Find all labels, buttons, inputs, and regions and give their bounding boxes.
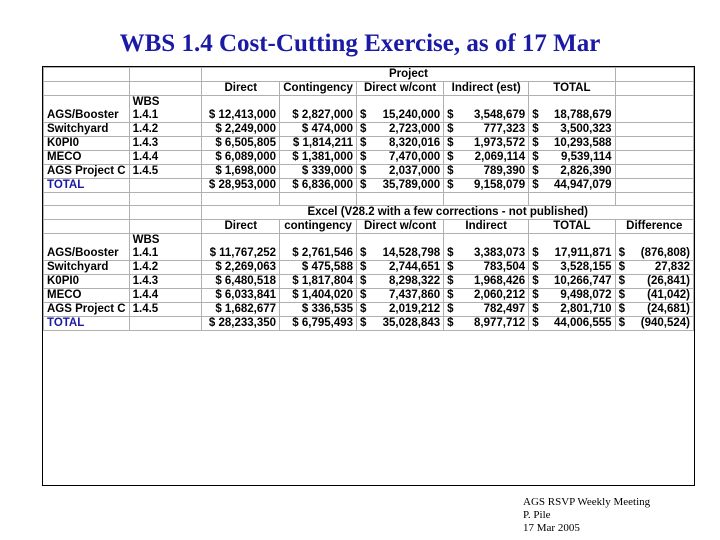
cell-value: 2,037,000 — [389, 165, 441, 177]
empty-cell — [129, 82, 202, 96]
currency-sign: $ — [360, 123, 367, 135]
total-cell — [529, 275, 615, 289]
empty-cell — [615, 151, 693, 165]
empty-cell — [129, 220, 202, 234]
data-row — [44, 137, 694, 151]
direct_cont-cell — [357, 165, 444, 179]
total-direct_cont — [357, 317, 444, 331]
empty-cell — [129, 68, 202, 82]
currency-sign: $ — [360, 179, 367, 191]
cell-value: 783,504 — [483, 261, 526, 273]
contingency-cell: $ 1,814,211 — [280, 137, 357, 151]
empty-cell — [357, 193, 444, 206]
cell-value: 35,789,000 — [382, 179, 441, 191]
currency-sign: $ — [447, 151, 454, 163]
currency-sign: $ — [618, 247, 625, 259]
indirect-cell — [444, 123, 529, 137]
difference-cell — [615, 261, 693, 275]
cell-value: 8,320,016 — [389, 137, 441, 149]
empty-cell — [44, 206, 130, 220]
cell-value: 1,968,426 — [474, 275, 526, 287]
direct_cont-cell — [357, 275, 444, 289]
excel-column-header-row — [44, 220, 694, 234]
direct_cont-cell — [357, 234, 444, 261]
direct-cell: $ 11,767,252 — [202, 234, 280, 261]
currency-sign: $ — [360, 137, 367, 149]
difference-cell — [615, 303, 693, 317]
project-group-header: Project — [202, 68, 615, 82]
wbs-code: 1.4.5 — [132, 165, 159, 177]
direct_cont-cell — [357, 96, 444, 123]
row-name: AGS Project C — [44, 165, 130, 179]
cell-value: 18,788,679 — [554, 109, 612, 121]
empty-cell — [615, 82, 693, 96]
contingency-cell: $ 1,817,804 — [280, 275, 357, 289]
row-name: AGS/Booster — [44, 96, 130, 123]
empty-cell — [615, 96, 693, 123]
currency-sign: $ — [447, 247, 454, 259]
data-row — [44, 151, 694, 165]
cell-value: 3,500,323 — [560, 123, 612, 135]
row-name: MECO — [44, 151, 130, 165]
direct-cell: $ 6,505,805 — [202, 137, 280, 151]
cell-value: 7,470,000 — [389, 151, 441, 163]
cell-value: 782,497 — [483, 303, 526, 315]
wbs-cell — [129, 275, 202, 289]
currency-sign: $ — [360, 151, 367, 163]
currency-sign: $ — [447, 165, 454, 177]
contingency-cell: $ 2,827,000 — [280, 96, 357, 123]
total-cell — [529, 151, 615, 165]
currency-sign: $ — [532, 123, 539, 135]
cost-table — [43, 67, 694, 331]
currency-sign: $ — [360, 165, 367, 177]
wbs-code: 1.4.3 — [132, 137, 159, 149]
project-group-header-row — [44, 68, 694, 82]
currency-sign: $ — [360, 109, 367, 121]
cell-value: 35,028,843 — [382, 317, 441, 329]
empty-cell — [615, 137, 693, 151]
data-row — [44, 123, 694, 137]
currency-sign: $ — [532, 247, 539, 259]
wbs-header: WBS — [132, 234, 160, 246]
currency-sign: $ — [447, 179, 454, 191]
direct-cell: $ 2,269,063 — [202, 261, 280, 275]
total-cell — [529, 234, 615, 261]
empty-cell — [444, 193, 529, 206]
indirect-cell — [444, 151, 529, 165]
cell-value: 789,390 — [483, 165, 526, 177]
contingency-cell: $ 339,000 — [280, 165, 357, 179]
indirect-cell — [444, 261, 529, 275]
cell-value: (876,808) — [640, 247, 690, 259]
data-row — [44, 234, 694, 261]
wbs-cell — [129, 303, 202, 317]
wbs-code: 1.4.3 — [132, 275, 159, 287]
wbs-code: 1.4.4 — [132, 151, 159, 163]
total-indirect — [444, 179, 529, 193]
contingency-cell: $ 1,404,020 — [280, 289, 357, 303]
wbs-cell — [129, 123, 202, 137]
row-name: MECO — [44, 289, 130, 303]
cell-value: 14,528,798 — [382, 247, 441, 259]
currency-sign: $ — [360, 317, 367, 329]
cell-value: (24,681) — [647, 303, 690, 315]
currency-sign: $ — [447, 109, 454, 121]
empty-cell — [129, 206, 202, 220]
cell-value: 7,437,860 — [389, 289, 441, 301]
cell-value: 2,060,212 — [474, 289, 526, 301]
total-cell — [529, 289, 615, 303]
currency-sign: $ — [532, 179, 539, 191]
column-header: Contingency — [280, 82, 357, 96]
empty-cell — [280, 193, 357, 206]
cell-value: 10,293,588 — [554, 137, 612, 149]
footer-author: P. Pile — [523, 509, 551, 521]
column-header: Direct — [202, 82, 280, 96]
indirect-cell — [444, 303, 529, 317]
direct_cont-cell — [357, 151, 444, 165]
wbs-cell — [129, 96, 202, 123]
total-cell — [529, 96, 615, 123]
cell-value: 15,240,000 — [382, 109, 441, 121]
total-contingency: $ 6,836,000 — [280, 179, 357, 193]
direct_cont-cell — [357, 303, 444, 317]
empty-cell — [129, 317, 202, 331]
difference-cell — [615, 289, 693, 303]
cell-value: 44,947,079 — [554, 179, 612, 191]
empty-cell — [44, 68, 130, 82]
cell-value: 9,498,072 — [560, 289, 612, 301]
wbs-cell — [129, 137, 202, 151]
direct_cont-cell — [357, 123, 444, 137]
direct_cont-cell — [357, 289, 444, 303]
column-header: Indirect (est) — [444, 82, 529, 96]
currency-sign: $ — [532, 137, 539, 149]
wbs-code: 1.4.1 — [132, 109, 159, 121]
currency-sign: $ — [618, 303, 625, 315]
indirect-cell — [444, 275, 529, 289]
wbs-cell — [129, 234, 202, 261]
currency-sign: $ — [447, 261, 454, 273]
currency-sign: $ — [447, 137, 454, 149]
data-row — [44, 289, 694, 303]
cell-value: 9,158,079 — [474, 179, 526, 191]
row-name: AGS Project C — [44, 303, 130, 317]
currency-sign: $ — [447, 317, 454, 329]
row-name: K0PI0 — [44, 137, 130, 151]
data-row — [44, 261, 694, 275]
total-label: TOTAL — [44, 179, 130, 193]
empty-cell — [44, 220, 130, 234]
row-name: Switchyard — [44, 261, 130, 275]
empty-cell — [615, 165, 693, 179]
total-row — [44, 179, 694, 193]
column-header: Direct — [202, 220, 280, 234]
total-label: TOTAL — [44, 317, 130, 331]
column-header: Indirect — [444, 220, 529, 234]
wbs-cell — [129, 151, 202, 165]
empty-cell — [44, 82, 130, 96]
cell-value: 9,539,114 — [561, 151, 612, 163]
currency-sign: $ — [360, 303, 367, 315]
row-name: K0PI0 — [44, 275, 130, 289]
wbs-code: 1.4.1 — [132, 247, 159, 259]
column-header: TOTAL — [529, 82, 615, 96]
total-difference — [615, 317, 693, 331]
column-header: TOTAL — [529, 220, 615, 234]
data-row — [44, 165, 694, 179]
total-contingency: $ 6,795,493 — [280, 317, 357, 331]
total-total — [529, 317, 615, 331]
currency-sign: $ — [618, 289, 625, 301]
cell-value: 17,911,871 — [554, 247, 612, 259]
contingency-cell: $ 2,761,546 — [280, 234, 357, 261]
cell-value: 3,528,155 — [560, 261, 612, 273]
direct-cell: $ 6,089,000 — [202, 151, 280, 165]
currency-sign: $ — [532, 261, 539, 273]
spacer-row — [44, 193, 694, 206]
empty-cell — [529, 193, 615, 206]
data-row — [44, 303, 694, 317]
direct-cell: $ 6,033,841 — [202, 289, 280, 303]
cell-value: 10,266,747 — [554, 275, 612, 287]
cell-value: 3,383,073 — [474, 247, 526, 259]
cell-value: (41,042) — [647, 289, 690, 301]
indirect-cell — [444, 165, 529, 179]
direct_cont-cell — [357, 261, 444, 275]
currency-sign: $ — [618, 275, 625, 287]
direct-cell: $ 6,480,518 — [202, 275, 280, 289]
empty-cell — [615, 179, 693, 193]
currency-sign: $ — [447, 123, 454, 135]
total-cell — [529, 137, 615, 151]
currency-sign: $ — [532, 151, 539, 163]
footer-meeting: AGS RSVP Weekly Meeting — [523, 496, 651, 508]
cell-value: (26,841) — [647, 275, 690, 287]
currency-sign: $ — [532, 275, 539, 287]
total-direct: $ 28,953,000 — [202, 179, 280, 193]
total-direct: $ 28,233,350 — [202, 317, 280, 331]
currency-sign: $ — [360, 247, 367, 259]
footer-date: 17 Mar 2005 — [523, 522, 580, 534]
currency-sign: $ — [360, 261, 367, 273]
cell-value: 2,826,390 — [560, 165, 612, 177]
direct-cell: $ 12,413,000 — [202, 96, 280, 123]
direct_cont-cell — [357, 137, 444, 151]
page-title: WBS 1.4 Cost-Cutting Exercise, as of 17 Mar — [119, 30, 601, 57]
currency-sign: $ — [447, 303, 454, 315]
column-header: Difference — [615, 220, 693, 234]
currency-sign: $ — [532, 289, 539, 301]
excel-group-header-row — [44, 206, 694, 220]
cell-value: 2,723,000 — [389, 123, 441, 135]
wbs-code: 1.4.2 — [132, 123, 159, 135]
difference-cell — [615, 275, 693, 289]
indirect-cell — [444, 234, 529, 261]
wbs-header: WBS — [132, 96, 160, 108]
contingency-cell: $ 475,588 — [280, 261, 357, 275]
currency-sign: $ — [447, 275, 454, 287]
total-cell — [529, 165, 615, 179]
contingency-cell: $ 1,381,000 — [280, 151, 357, 165]
column-header: Direct w/cont — [357, 220, 444, 234]
row-name: AGS/Booster — [44, 234, 130, 261]
total-total — [529, 179, 615, 193]
wbs-cell — [129, 289, 202, 303]
currency-sign: $ — [618, 261, 625, 273]
currency-sign: $ — [618, 317, 625, 329]
cell-value: (940,524) — [640, 317, 690, 329]
currency-sign: $ — [532, 165, 539, 177]
cell-value: 44,006,555 — [554, 317, 612, 329]
empty-cell — [129, 179, 202, 193]
cell-value: 2,744,651 — [389, 261, 441, 273]
column-header: contingency — [280, 220, 357, 234]
indirect-cell — [444, 137, 529, 151]
indirect-cell — [444, 96, 529, 123]
direct-cell: $ 2,249,000 — [202, 123, 280, 137]
cell-value: 2,019,212 — [389, 303, 441, 315]
currency-sign: $ — [532, 109, 539, 121]
cell-value: 27,832 — [654, 261, 690, 273]
empty-cell — [129, 193, 202, 206]
total-indirect — [444, 317, 529, 331]
row-name: Switchyard — [44, 123, 130, 137]
contingency-cell: $ 336,535 — [280, 303, 357, 317]
contingency-cell: $ 474,000 — [280, 123, 357, 137]
empty-cell — [615, 68, 693, 82]
empty-cell — [202, 193, 280, 206]
footer — [523, 496, 650, 535]
cell-value: 777,323 — [483, 123, 526, 135]
direct-cell: $ 1,682,677 — [202, 303, 280, 317]
total-cell — [529, 261, 615, 275]
cell-value: 3,548,679 — [474, 109, 526, 121]
wbs-code: 1.4.5 — [132, 303, 159, 315]
empty-cell — [615, 193, 693, 206]
wbs-code: 1.4.4 — [132, 289, 159, 301]
indirect-cell — [444, 289, 529, 303]
direct-cell: $ 1,698,000 — [202, 165, 280, 179]
cell-value: 1,973,572 — [474, 137, 526, 149]
data-row — [44, 275, 694, 289]
total-cell — [529, 123, 615, 137]
wbs-cell — [129, 165, 202, 179]
project-column-header-row — [44, 82, 694, 96]
wbs-cell — [129, 261, 202, 275]
total-cell — [529, 303, 615, 317]
cell-value: 2,801,710 — [560, 303, 612, 315]
empty-cell — [615, 123, 693, 137]
total-row — [44, 317, 694, 331]
total-direct_cont — [357, 179, 444, 193]
currency-sign: $ — [447, 289, 454, 301]
cell-value: 2,069,114 — [474, 151, 526, 163]
currency-sign: $ — [360, 289, 367, 301]
cell-value: 8,298,322 — [389, 275, 441, 287]
cell-value: 8,977,712 — [474, 317, 526, 329]
column-header: Direct w/cont — [357, 82, 444, 96]
currency-sign: $ — [532, 303, 539, 315]
excel-group-header: Excel (V28.2 with a few corrections - not published) — [202, 206, 694, 220]
currency-sign: $ — [532, 317, 539, 329]
currency-sign: $ — [360, 275, 367, 287]
data-row — [44, 96, 694, 123]
spreadsheet — [42, 66, 695, 486]
wbs-code: 1.4.2 — [132, 261, 159, 273]
difference-cell — [615, 234, 693, 261]
empty-cell — [44, 193, 130, 206]
